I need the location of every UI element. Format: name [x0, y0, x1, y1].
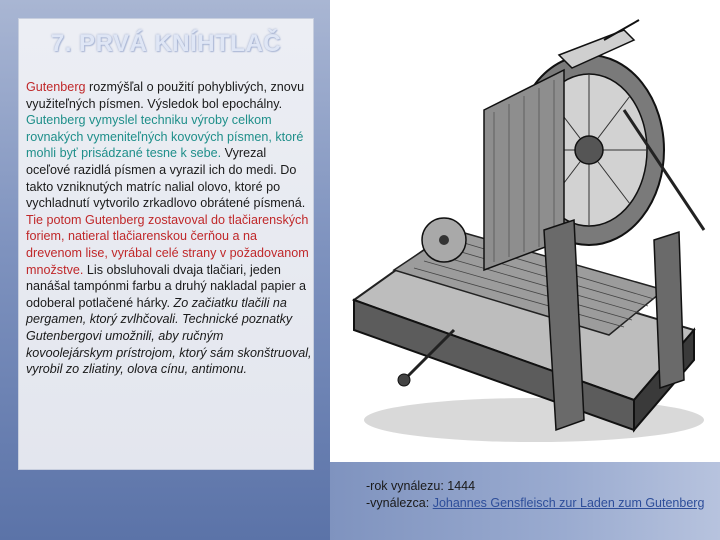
slide-title: 7. PRVÁ KNÍHTLAČ: [50, 30, 282, 57]
body-segment-intro: rozmýšľal o použití pohyblivých, znovu využiteľných písmen. Výsledok bol epochálny.: [26, 80, 305, 111]
body-segment-parchment: Zo začiatku tlačili na pergamen, ktorý zvlhčovali. Technické poznatky Gutenbergovi umožnili, aby ručným kovoolejárskym prístrojom, ktorý sám skonštruoval, vyrobil zo zliatiny, olova cínu, antimonu.: [26, 295, 312, 377]
body-segment-process: Vyrezal oceľové razidlá písmen a vyrazil ich do medi. Do takto vzniknutých matríc nalial olovo, ktoré po vychladnutí vytvorilo zrkadlovo obrátené písmená.: [26, 146, 306, 211]
body-segment-operators: Lis obsluhovali dvaja tlačiari, jeden nanášal tampónmi farbu a druhý nakladal papier a odoberal potlačené hárky.: [26, 262, 307, 310]
body-segment-technique: Gutenberg vymyslel techniku výroby celkom rovnakých vymeniteľných kovových písmen, ktoré mohli byť prisádzané tesne k sebe.: [26, 113, 304, 161]
invention-year: -rok vynálezu: 1444: [366, 479, 476, 493]
printing-press-illustration: [334, 0, 720, 462]
body-segment-forms: Tie potom Gutenberg zostavoval do tlačiarenských foriem, natieral tlačiarenskou čerňou a na drevenom lise, vyrábal celé strany v požadovanom množstve.: [26, 212, 309, 277]
invention-info: [366, 478, 711, 512]
slide-body-text: [26, 79, 312, 378]
body-segment-gutenberg: Gutenberg: [26, 80, 86, 94]
inventor-line: [366, 495, 711, 512]
inventor-label: -vynálezca:: [366, 496, 433, 510]
inventor-link[interactable]: Johannes Gensfleisch zur Laden zum Gutenberg: [432, 496, 705, 510]
